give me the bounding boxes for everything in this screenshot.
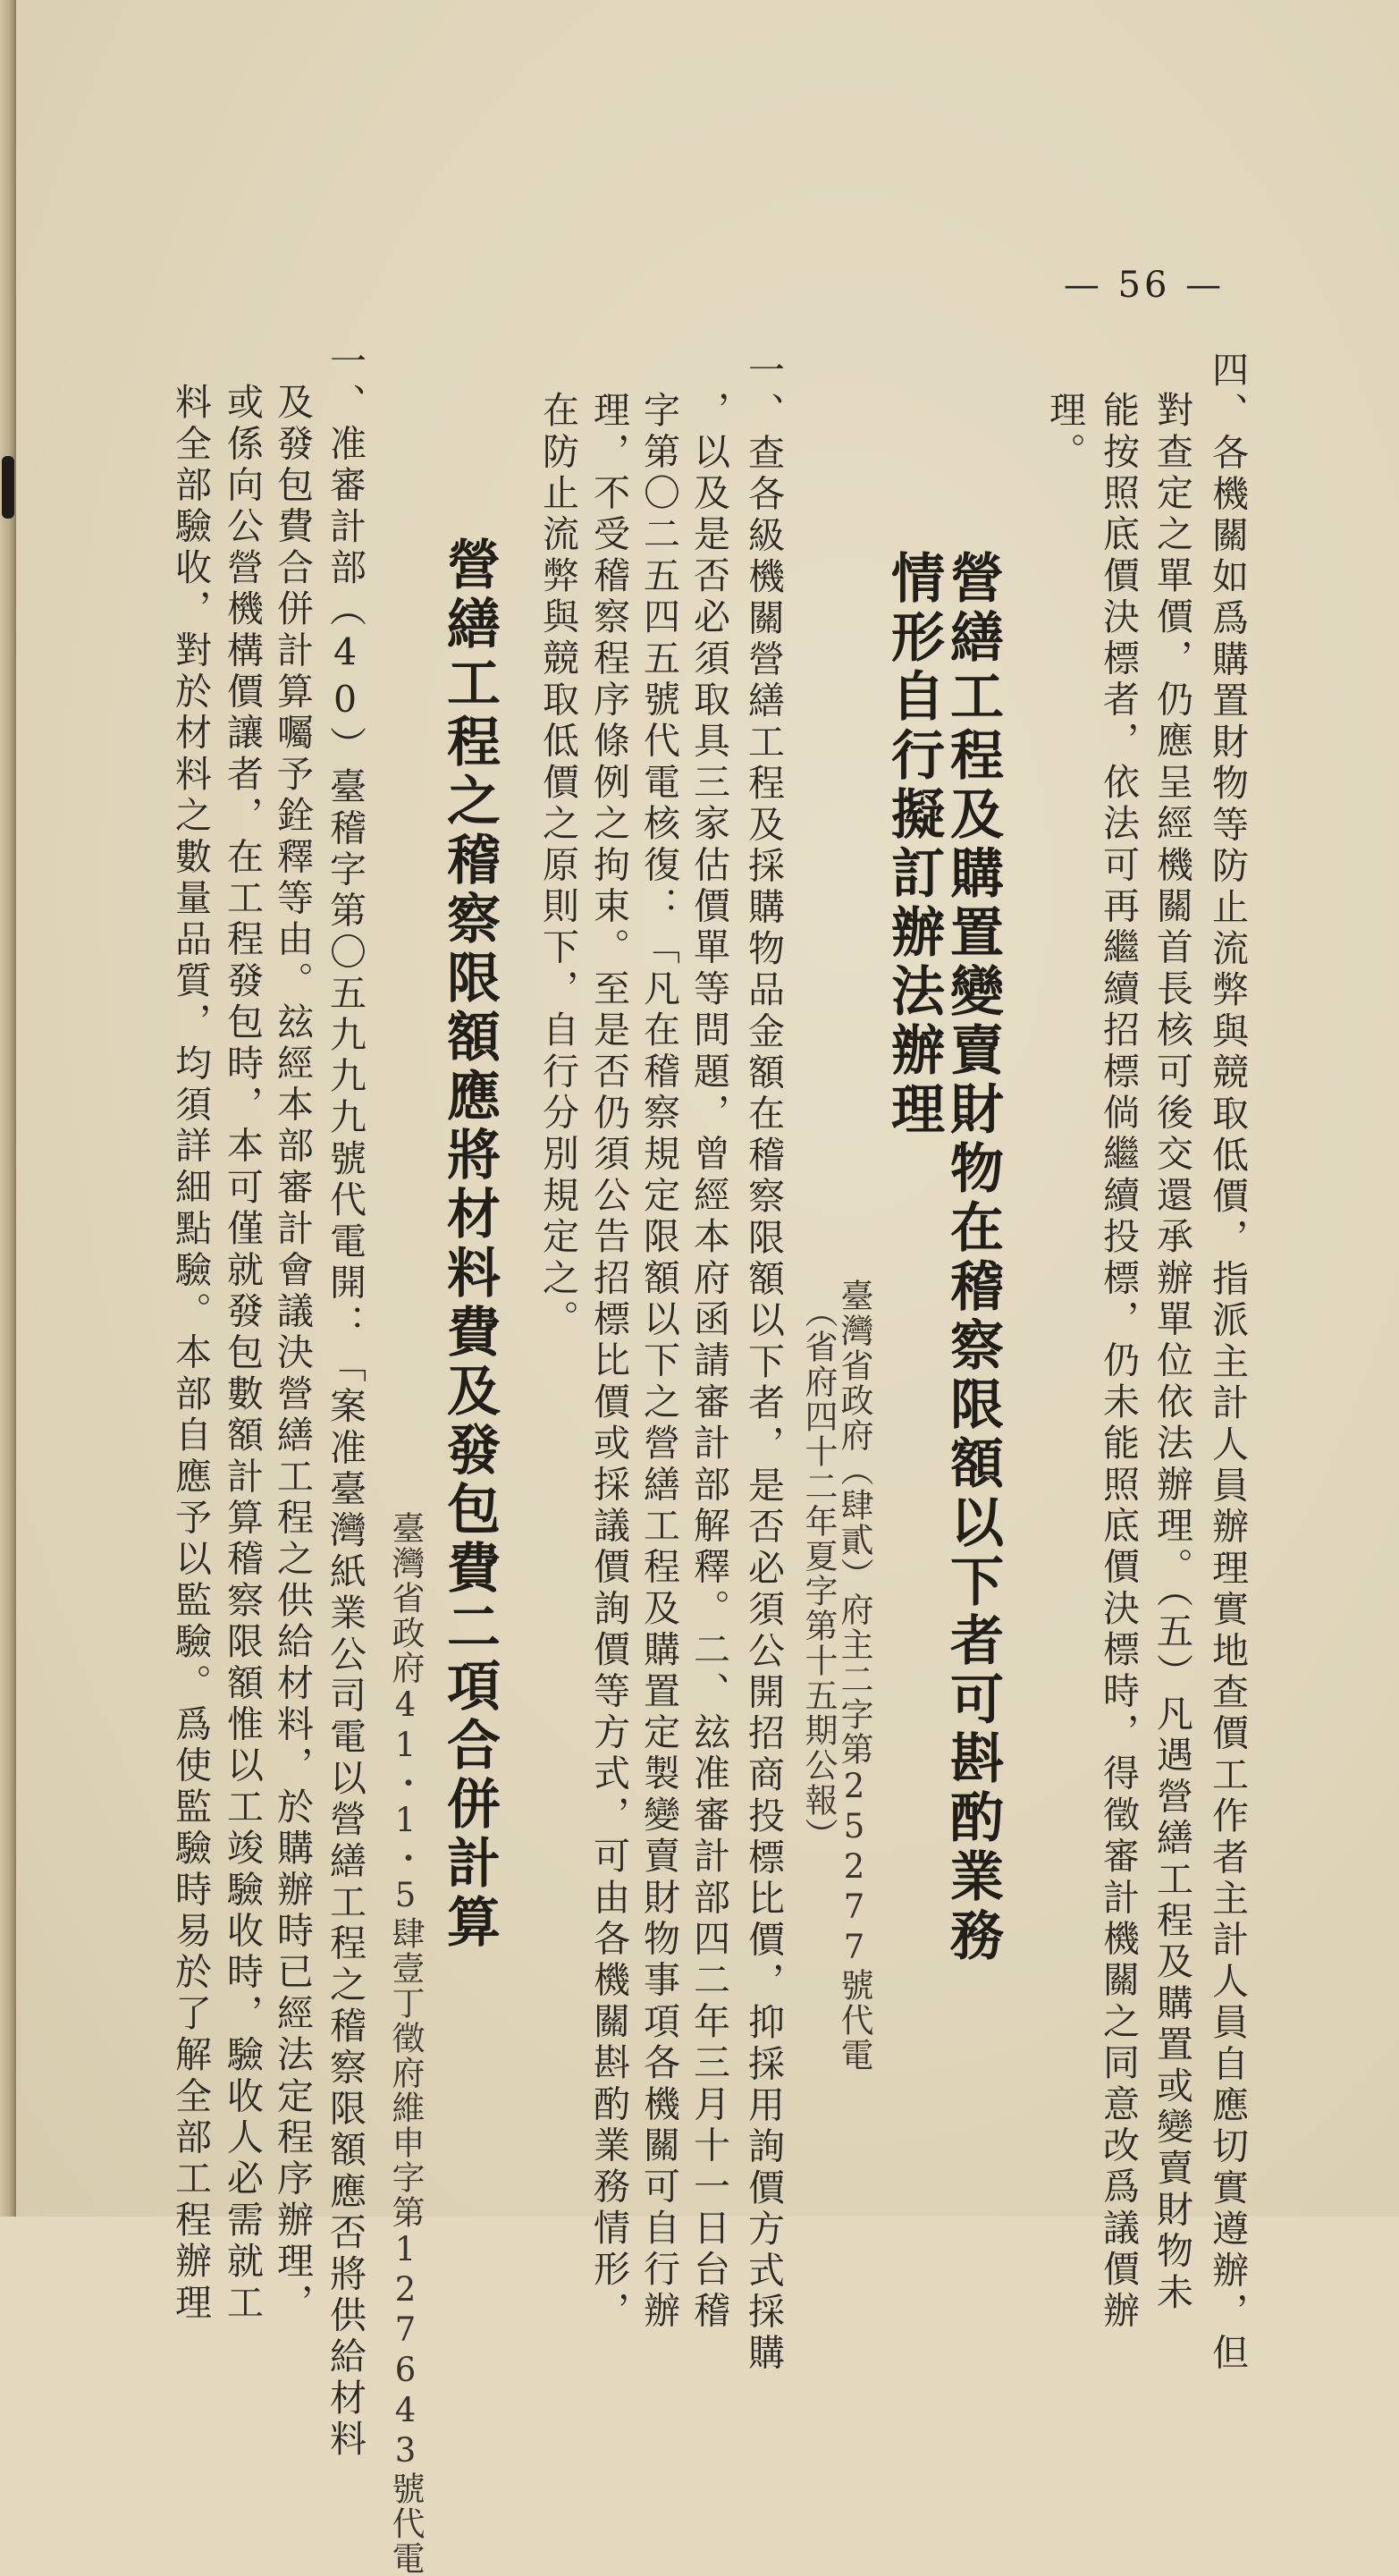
page-number: — 56 —	[1063, 265, 1226, 306]
section-two-body-line-3: 或係向公營機構價讓者，在工程發包時，本可僅就發包數額計算稽察限額惟以工竣驗收時，驗收人必需就工	[221, 383, 264, 2325]
section-one-source-line-2: （省府四十二年夏字第十五期公報）	[799, 1295, 838, 1853]
item-four-line-1: 四、各機關如爲購置財物等防止流弊與競取低價，指派主計人員辦理實地查價工作者主計人員自應切實遵辦，但	[1206, 351, 1249, 2375]
book-spine	[0, 0, 16, 2217]
section-one-source-line-1: 臺灣省政府（肆貳）府主二字第25277號代電	[835, 1279, 873, 2073]
section-two-source: 臺灣省政府41・1・5肆壹丁徵府維申字第127643號代電	[386, 1511, 425, 2576]
binding-mark	[2, 456, 14, 519]
item-four-line-2: 對查定之單價，仍應呈經機關首長核可後交還承辦單位依法辦理。（五）凡遇營繕工程及購置或變賣財物未	[1150, 391, 1193, 2314]
section-one-body-line-1: 一、查各級機關營繕工程及採購物品金額在稽察限額以下者，是否必須公開招商投標比價，抑採用詢價方式採購	[742, 351, 785, 2375]
item-four-line-3: 能按照底價決標者，依法可再繼續招標倘繼續投標，仍未能照底價決標時，得徵審計機關之同意改爲議價辦	[1097, 391, 1140, 2333]
section-one-title-line-2: 情形自行擬訂辦法辦理	[882, 550, 945, 1140]
item-four-line-4: 理。	[1043, 391, 1086, 474]
section-two-body-line-1: 一、准審計部（40）臺稽字第〇五九九九號代電開：「案准臺灣紙業公司電以營繕工程之稽察限額應否將供給材料	[324, 342, 367, 2462]
section-one-body-line-5: 在防止流弊與競取低價之原則下，自行分別規定之。	[536, 391, 579, 1341]
section-one-body-line-2: ，以及是否必須取具三家估價單等問題，曾經本府函請審計部解釋。二、玆准審計部四二年三月十一日台稽	[687, 391, 730, 2333]
section-one-body-line-4: 理，不受稽察程序條例之拘束。至是否仍須公告招標比價或採議價詢價等方式，可由各機關斟酌業務情形，	[587, 391, 630, 2333]
section-one-title-line-1: 營繕工程及購置變賣財物在稽察限額以下者可斟酌業務	[941, 550, 1004, 1966]
section-one-body-line-3: 字第〇二五四五號代電核復：「凡在稽察規定限額以下之營繕工程及購置定製變賣財物事項各機關可自行辦	[637, 391, 680, 2333]
section-two-body-line-4: 料全部驗收，對於材料之數量品質，均須詳細點驗。本部自應予以監驗。爲使監驗時易於了解全部工程辦理	[169, 383, 212, 2325]
section-two-body-line-2: 及發包費合併計算囑予銓釋等由。玆經本部審計會議決營繕工程之供給材料，於購辦時已經法定程序辦理，	[271, 383, 314, 2325]
section-two-title: 營繕工程之稽察限額應將材料費及發包費二項合併計算	[438, 536, 501, 1953]
